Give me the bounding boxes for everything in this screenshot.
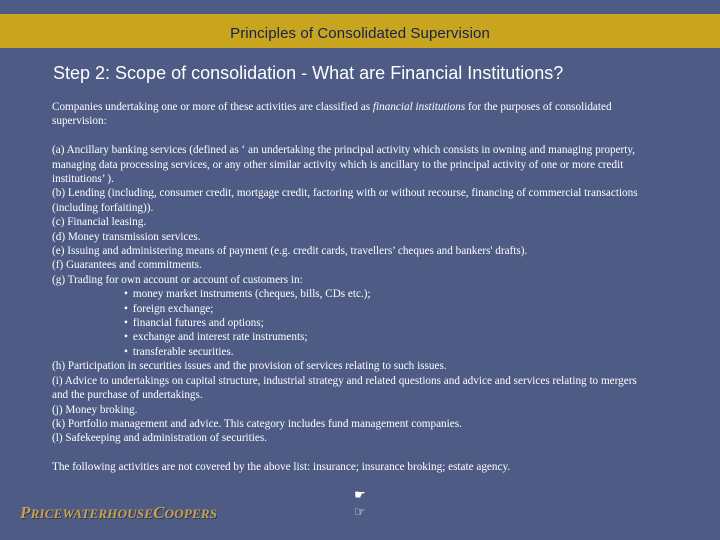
bullet-item <box>52 345 652 359</box>
pointing-hand-icon[interactable]: ☛ <box>354 488 366 503</box>
bullet-text: financial futures and options; <box>132 317 264 330</box>
bullet-icon: • <box>124 288 128 301</box>
bullet-icon: • <box>124 317 128 330</box>
bullet-item <box>52 330 652 344</box>
header-bar <box>0 14 720 48</box>
list-item-b: (b) Lending (including, consumer credit, mortgage credit, factoring with or without recourse, financing of commercial transactions (including forfaiting)). <box>52 187 638 214</box>
footer-note: The following activities are not covered by the above list: insurance; insurance broking; estate agency. <box>52 461 511 474</box>
bullet-icon: • <box>124 331 128 344</box>
spacer <box>52 446 652 460</box>
intro-before: Companies undertaking one or more of these activities are classified as <box>52 101 373 113</box>
slide-body <box>52 100 652 475</box>
pricewaterhousecoopers-logo: PRICEWATERHOUSECOOPERS <box>20 503 218 522</box>
bullet-text: money market instruments (cheques, bills, CDs etc.); <box>132 288 371 301</box>
bullet-text: foreign exchange; <box>132 302 214 315</box>
intro-emphasis: financial institutions <box>372 101 466 113</box>
list-item-f: (f) Guarantees and commitments. <box>52 259 202 272</box>
list-item-d: (d) Money transmission services. <box>52 230 201 243</box>
bullet-text: exchange and interest rate instruments; <box>132 331 308 344</box>
bullet-item <box>52 287 652 301</box>
slide-subtitle: Step 2: Scope of consolidation - What are Financial Institutions? <box>53 63 564 83</box>
bullet-item <box>52 316 652 330</box>
list-item-c: (c) Financial leasing. <box>52 216 147 229</box>
slide-navigation <box>354 488 366 520</box>
bullet-item <box>52 302 652 316</box>
top-strip <box>0 0 720 14</box>
list-item-j: (j) Money broking. <box>52 403 138 416</box>
bullet-icon: • <box>124 345 128 358</box>
bullet-text: transferable securities. <box>132 345 234 358</box>
list-item-h: (h) Participation in securities issues and the provision of services relating to such issues. <box>52 360 447 373</box>
page-title: Principles of Consolidated Supervision <box>230 24 490 42</box>
list-item-g: (g) Trading for own account or account of customers in: <box>52 273 303 286</box>
intro-paragraph <box>52 100 652 129</box>
list-item-e: (e) Issuing and administering means of payment (e.g. credit cards, travellers’ cheques and bankers' drafts). <box>52 245 528 258</box>
list-item-a: (a) Ancillary banking services (defined as ‘ an undertaking the principal activity which consists in owning and managing property, managing data processing services, or any other similar activity which is ancillary to the principal activity of one or more credit institutions’ ). <box>52 144 636 186</box>
intro-after: for the purposes of consolidated supervision: <box>52 101 612 128</box>
list-item-i: (i) Advice to undertakings on capital structure, industrial strategy and related questions and advice and services relating to mergers and the purchase of undertakings. <box>52 374 637 402</box>
pointing-hand-outline-icon[interactable]: ☞ <box>354 505 366 520</box>
list-item-k: (k) Portfolio management and advice. This category includes fund management companies. <box>52 417 462 430</box>
list-item-l: (l) Safekeeping and administration of securities. <box>52 432 267 445</box>
bullet-icon: • <box>124 302 128 315</box>
